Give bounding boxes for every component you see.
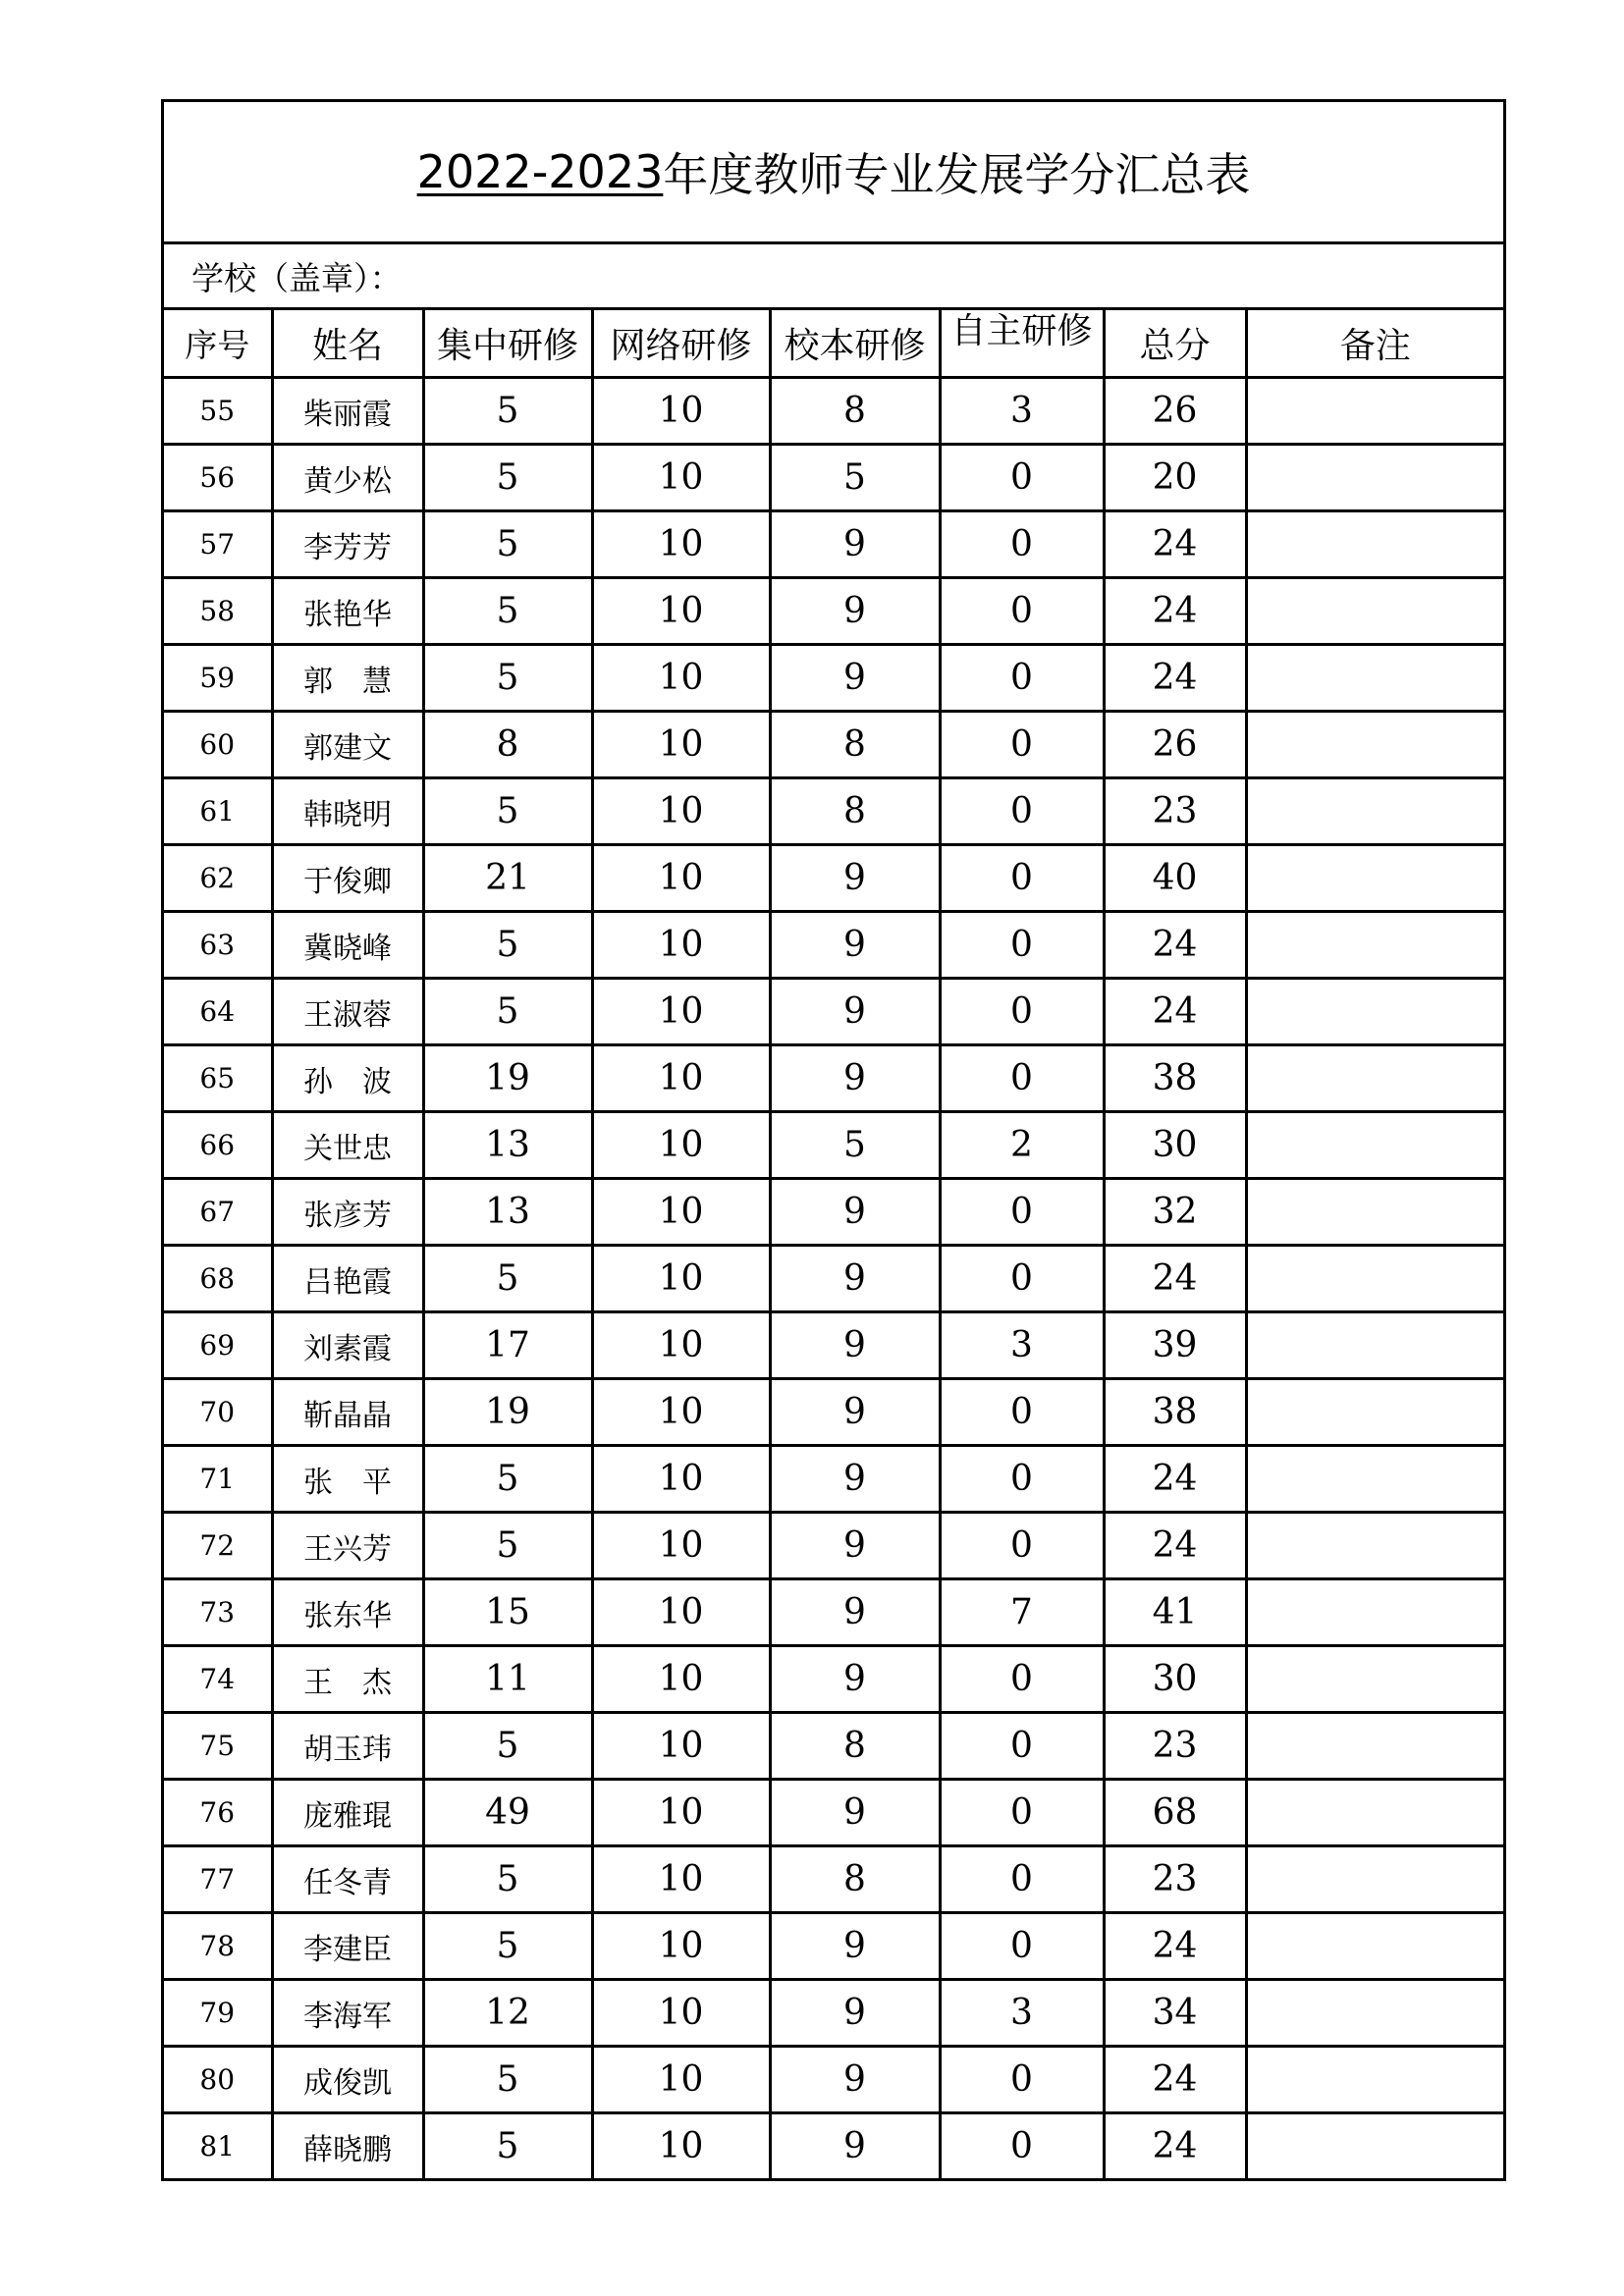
cell-school-based: 9 [770, 1913, 940, 1980]
cell-name: 张艳华 [272, 578, 423, 645]
cell-note [1246, 1246, 1503, 1312]
table-row [164, 1713, 1503, 1780]
cell-name: 郭 慧 [272, 645, 423, 712]
cell-total: 24 [1104, 912, 1246, 979]
cell-self-study: 0 [940, 445, 1104, 511]
cell-school-based: 5 [770, 1112, 940, 1179]
table-row [164, 1379, 1503, 1446]
cell-name: 任冬青 [272, 1846, 423, 1913]
cell-name: 郭建文 [272, 712, 423, 778]
cell-school-based: 9 [770, 2113, 940, 2179]
cell-centralized: 13 [423, 1179, 592, 1246]
cell-seq: 71 [164, 1446, 272, 1513]
cell-school-based: 8 [770, 1846, 940, 1913]
header-centralized: 集中研修 [423, 310, 592, 378]
cell-centralized: 17 [423, 1312, 592, 1379]
cell-online: 10 [592, 778, 770, 845]
cell-school-based: 9 [770, 1646, 940, 1713]
table-row [164, 1446, 1503, 1513]
cell-note [1246, 778, 1503, 845]
cell-online: 10 [592, 1513, 770, 1579]
cell-total: 24 [1104, 1913, 1246, 1980]
cell-centralized: 5 [423, 2113, 592, 2179]
cell-note [1246, 1112, 1503, 1179]
cell-total: 23 [1104, 1713, 1246, 1780]
cell-total: 68 [1104, 1780, 1246, 1846]
cell-online: 10 [592, 1112, 770, 1179]
cell-self-study: 0 [940, 912, 1104, 979]
table-row [164, 1246, 1503, 1312]
cell-note [1246, 1513, 1503, 1579]
cell-name: 柴丽霞 [272, 378, 423, 445]
cell-school-based: 9 [770, 578, 940, 645]
cell-name: 张东华 [272, 1579, 423, 1646]
cell-school-based: 8 [770, 712, 940, 778]
cell-online: 10 [592, 2113, 770, 2179]
cell-note [1246, 845, 1503, 912]
cell-note [1246, 1713, 1503, 1780]
cell-online: 10 [592, 1179, 770, 1246]
cell-self-study: 3 [940, 1312, 1104, 1379]
cell-school-based: 9 [770, 645, 940, 712]
table-row [164, 778, 1503, 845]
cell-centralized: 5 [423, 1446, 592, 1513]
cell-self-study: 0 [940, 1780, 1104, 1846]
table-row [164, 1179, 1503, 1246]
cell-seq: 69 [164, 1312, 272, 1379]
cell-note [1246, 912, 1503, 979]
cell-online: 10 [592, 1312, 770, 1379]
table-row [164, 2047, 1503, 2113]
cell-name: 王 杰 [272, 1646, 423, 1713]
cell-note [1246, 1980, 1503, 2047]
cell-seq: 59 [164, 645, 272, 712]
cell-school-based: 9 [770, 845, 940, 912]
cell-centralized: 5 [423, 1246, 592, 1312]
cell-school-based: 9 [770, 1246, 940, 1312]
cell-note [1246, 1312, 1503, 1379]
cell-seq: 74 [164, 1646, 272, 1713]
cell-self-study: 0 [940, 1179, 1104, 1246]
cell-school-based: 9 [770, 2047, 940, 2113]
cell-seq: 77 [164, 1846, 272, 1913]
cell-name: 刘素霞 [272, 1312, 423, 1379]
cell-self-study: 0 [940, 1513, 1104, 1579]
cell-note [1246, 1179, 1503, 1246]
header-row [164, 310, 1503, 378]
table-row [164, 712, 1503, 778]
cell-online: 10 [592, 1379, 770, 1446]
cell-seq: 76 [164, 1780, 272, 1846]
cell-self-study: 0 [940, 1646, 1104, 1713]
cell-centralized: 5 [423, 1913, 592, 1980]
cell-total: 24 [1104, 1446, 1246, 1513]
cell-online: 10 [592, 1980, 770, 2047]
cell-total: 38 [1104, 1045, 1246, 1112]
cell-seq: 70 [164, 1379, 272, 1446]
cell-online: 10 [592, 445, 770, 511]
cell-centralized: 19 [423, 1045, 592, 1112]
cell-name: 黄少松 [272, 445, 423, 511]
cell-school-based: 9 [770, 511, 940, 578]
cell-self-study: 0 [940, 578, 1104, 645]
header-school-based: 校本研修 [770, 310, 940, 378]
table-row [164, 1780, 1503, 1846]
cell-seq: 62 [164, 845, 272, 912]
cell-centralized: 5 [423, 1713, 592, 1780]
cell-online: 10 [592, 378, 770, 445]
cell-centralized: 19 [423, 1379, 592, 1446]
cell-centralized: 8 [423, 712, 592, 778]
cell-centralized: 5 [423, 912, 592, 979]
cell-name: 王兴芳 [272, 1513, 423, 1579]
cell-centralized: 5 [423, 578, 592, 645]
cell-note [1246, 2113, 1503, 2179]
cell-self-study: 3 [940, 1980, 1104, 2047]
cell-centralized: 5 [423, 1513, 592, 1579]
cell-self-study: 3 [940, 378, 1104, 445]
cell-total: 23 [1104, 1846, 1246, 1913]
cell-note [1246, 378, 1503, 445]
cell-total: 30 [1104, 1646, 1246, 1713]
cell-online: 10 [592, 1045, 770, 1112]
table-row [164, 1646, 1503, 1713]
cell-total: 30 [1104, 1112, 1246, 1179]
cell-centralized: 5 [423, 778, 592, 845]
cell-total: 41 [1104, 1579, 1246, 1646]
cell-name: 于俊卿 [272, 845, 423, 912]
table-row [164, 378, 1503, 445]
cell-self-study: 7 [940, 1579, 1104, 1646]
cell-total: 24 [1104, 511, 1246, 578]
cell-note [1246, 1579, 1503, 1646]
table-row [164, 578, 1503, 645]
cell-self-study: 0 [940, 778, 1104, 845]
cell-total: 23 [1104, 778, 1246, 845]
cell-note [1246, 1846, 1503, 1913]
cell-self-study: 0 [940, 1045, 1104, 1112]
cell-total: 24 [1104, 2047, 1246, 2113]
cell-self-study: 0 [940, 2047, 1104, 2113]
cell-school-based: 9 [770, 912, 940, 979]
cell-seq: 81 [164, 2113, 272, 2179]
cell-total: 34 [1104, 1980, 1246, 2047]
table-row [164, 1579, 1503, 1646]
cell-centralized: 5 [423, 445, 592, 511]
cell-centralized: 5 [423, 645, 592, 712]
cell-total: 20 [1104, 445, 1246, 511]
cell-online: 10 [592, 1446, 770, 1513]
cell-name: 庞雅琨 [272, 1780, 423, 1846]
cell-seq: 63 [164, 912, 272, 979]
cell-total: 38 [1104, 1379, 1246, 1446]
cell-online: 10 [592, 578, 770, 645]
cell-seq: 56 [164, 445, 272, 511]
cell-note [1246, 1446, 1503, 1513]
cell-name: 冀晓峰 [272, 912, 423, 979]
cell-centralized: 21 [423, 845, 592, 912]
cell-centralized: 12 [423, 1980, 592, 2047]
cell-school-based: 9 [770, 1579, 940, 1646]
cell-school-based: 9 [770, 979, 940, 1045]
cell-total: 24 [1104, 578, 1246, 645]
cell-name: 成俊凯 [272, 2047, 423, 2113]
cell-online: 10 [592, 511, 770, 578]
cell-centralized: 49 [423, 1780, 592, 1846]
cell-seq: 67 [164, 1179, 272, 1246]
credit-table [164, 310, 1503, 2178]
cell-centralized: 5 [423, 1846, 592, 1913]
cell-name: 关世忠 [272, 1112, 423, 1179]
table-row [164, 845, 1503, 912]
header-online: 网络研修 [592, 310, 770, 378]
cell-seq: 72 [164, 1513, 272, 1579]
cell-online: 10 [592, 1579, 770, 1646]
cell-self-study: 0 [940, 712, 1104, 778]
header-note: 备注 [1246, 310, 1503, 378]
cell-total: 24 [1104, 979, 1246, 1045]
cell-online: 10 [592, 2047, 770, 2113]
cell-seq: 78 [164, 1913, 272, 1980]
cell-centralized: 5 [423, 378, 592, 445]
cell-self-study: 0 [940, 1379, 1104, 1446]
cell-self-study: 0 [940, 1446, 1104, 1513]
header-self-study: 自主研修 [940, 310, 1104, 378]
cell-total: 24 [1104, 1246, 1246, 1312]
cell-note [1246, 1379, 1503, 1446]
cell-school-based: 9 [770, 1780, 940, 1846]
table-row [164, 1045, 1503, 1112]
cell-online: 10 [592, 1846, 770, 1913]
cell-note [1246, 645, 1503, 712]
cell-seq: 68 [164, 1246, 272, 1312]
cell-self-study: 0 [940, 1846, 1104, 1913]
cell-online: 10 [592, 645, 770, 712]
cell-note [1246, 979, 1503, 1045]
cell-seq: 61 [164, 778, 272, 845]
cell-name: 李海军 [272, 1980, 423, 2047]
cell-seq: 75 [164, 1713, 272, 1780]
cell-online: 10 [592, 1780, 770, 1846]
cell-seq: 64 [164, 979, 272, 1045]
cell-note [1246, 511, 1503, 578]
table-row [164, 2113, 1503, 2179]
cell-online: 10 [592, 1646, 770, 1713]
title-text: 年度教师专业发展学分汇总表 [663, 148, 1251, 201]
cell-self-study: 2 [940, 1112, 1104, 1179]
cell-name: 张彦芳 [272, 1179, 423, 1246]
cell-name: 李芳芳 [272, 511, 423, 578]
cell-total: 32 [1104, 1179, 1246, 1246]
cell-seq: 80 [164, 2047, 272, 2113]
header-total: 总分 [1104, 310, 1246, 378]
cell-seq: 73 [164, 1579, 272, 1646]
cell-name: 王淑蓉 [272, 979, 423, 1045]
cell-note [1246, 2047, 1503, 2113]
cell-total: 24 [1104, 1513, 1246, 1579]
cell-online: 10 [592, 979, 770, 1045]
cell-name: 薛晓鹏 [272, 2113, 423, 2179]
table-row [164, 912, 1503, 979]
cell-name: 韩晓明 [272, 778, 423, 845]
table-row [164, 1112, 1503, 1179]
page-title [164, 102, 1503, 244]
cell-self-study: 0 [940, 1913, 1104, 1980]
cell-school-based: 8 [770, 1713, 940, 1780]
cell-note [1246, 1780, 1503, 1846]
cell-school-based: 9 [770, 1446, 940, 1513]
cell-note [1246, 712, 1503, 778]
cell-self-study: 0 [940, 2113, 1104, 2179]
cell-self-study: 0 [940, 979, 1104, 1045]
cell-school-based: 9 [770, 1980, 940, 2047]
table-row [164, 1846, 1503, 1913]
cell-total: 39 [1104, 1312, 1246, 1379]
cell-seq: 79 [164, 1980, 272, 2047]
cell-seq: 55 [164, 378, 272, 445]
cell-online: 10 [592, 1713, 770, 1780]
cell-seq: 58 [164, 578, 272, 645]
table-row [164, 1913, 1503, 1980]
cell-note [1246, 1913, 1503, 1980]
cell-school-based: 9 [770, 1179, 940, 1246]
cell-centralized: 15 [423, 1579, 592, 1646]
table-row [164, 1980, 1503, 2047]
cell-seq: 57 [164, 511, 272, 578]
table-row [164, 1513, 1503, 1579]
table-row [164, 1312, 1503, 1379]
table-body [164, 378, 1503, 2179]
cell-online: 10 [592, 1246, 770, 1312]
table-row [164, 645, 1503, 712]
cell-school-based: 9 [770, 1045, 940, 1112]
cell-name: 吕艳霞 [272, 1246, 423, 1312]
cell-centralized: 5 [423, 979, 592, 1045]
cell-school-based: 9 [770, 1513, 940, 1579]
cell-note [1246, 1045, 1503, 1112]
cell-name: 李建臣 [272, 1913, 423, 1980]
cell-online: 10 [592, 845, 770, 912]
cell-online: 10 [592, 712, 770, 778]
cell-self-study: 0 [940, 511, 1104, 578]
header-seq: 序号 [164, 310, 272, 378]
cell-centralized: 5 [423, 2047, 592, 2113]
cell-self-study: 0 [940, 1246, 1104, 1312]
cell-name: 孙 波 [272, 1045, 423, 1112]
school-seal-label: 学校（盖章）： [164, 244, 1503, 310]
credit-summary-sheet [161, 99, 1506, 2181]
cell-centralized: 11 [423, 1646, 592, 1713]
cell-seq: 60 [164, 712, 272, 778]
cell-online: 10 [592, 912, 770, 979]
cell-total: 26 [1104, 712, 1246, 778]
cell-centralized: 5 [423, 511, 592, 578]
cell-self-study: 0 [940, 845, 1104, 912]
cell-seq: 66 [164, 1112, 272, 1179]
header-name: 姓名 [272, 310, 423, 378]
cell-note [1246, 1646, 1503, 1713]
cell-seq: 65 [164, 1045, 272, 1112]
cell-school-based: 9 [770, 1379, 940, 1446]
cell-note [1246, 578, 1503, 645]
cell-total: 24 [1104, 645, 1246, 712]
table-row [164, 445, 1503, 511]
cell-school-based: 9 [770, 1312, 940, 1379]
cell-self-study: 0 [940, 1713, 1104, 1780]
cell-school-based: 5 [770, 445, 940, 511]
cell-self-study: 0 [940, 645, 1104, 712]
cell-total: 40 [1104, 845, 1246, 912]
cell-name: 张 平 [272, 1446, 423, 1513]
cell-name: 靳晶晶 [272, 1379, 423, 1446]
cell-note [1246, 445, 1503, 511]
cell-name: 胡玉玮 [272, 1713, 423, 1780]
table-row [164, 511, 1503, 578]
table-row [164, 979, 1503, 1045]
cell-total: 24 [1104, 2113, 1246, 2179]
cell-total: 26 [1104, 378, 1246, 445]
title-year: 2022-2023 [416, 145, 664, 198]
cell-centralized: 13 [423, 1112, 592, 1179]
cell-online: 10 [592, 1913, 770, 1980]
cell-school-based: 8 [770, 778, 940, 845]
cell-school-based: 8 [770, 378, 940, 445]
